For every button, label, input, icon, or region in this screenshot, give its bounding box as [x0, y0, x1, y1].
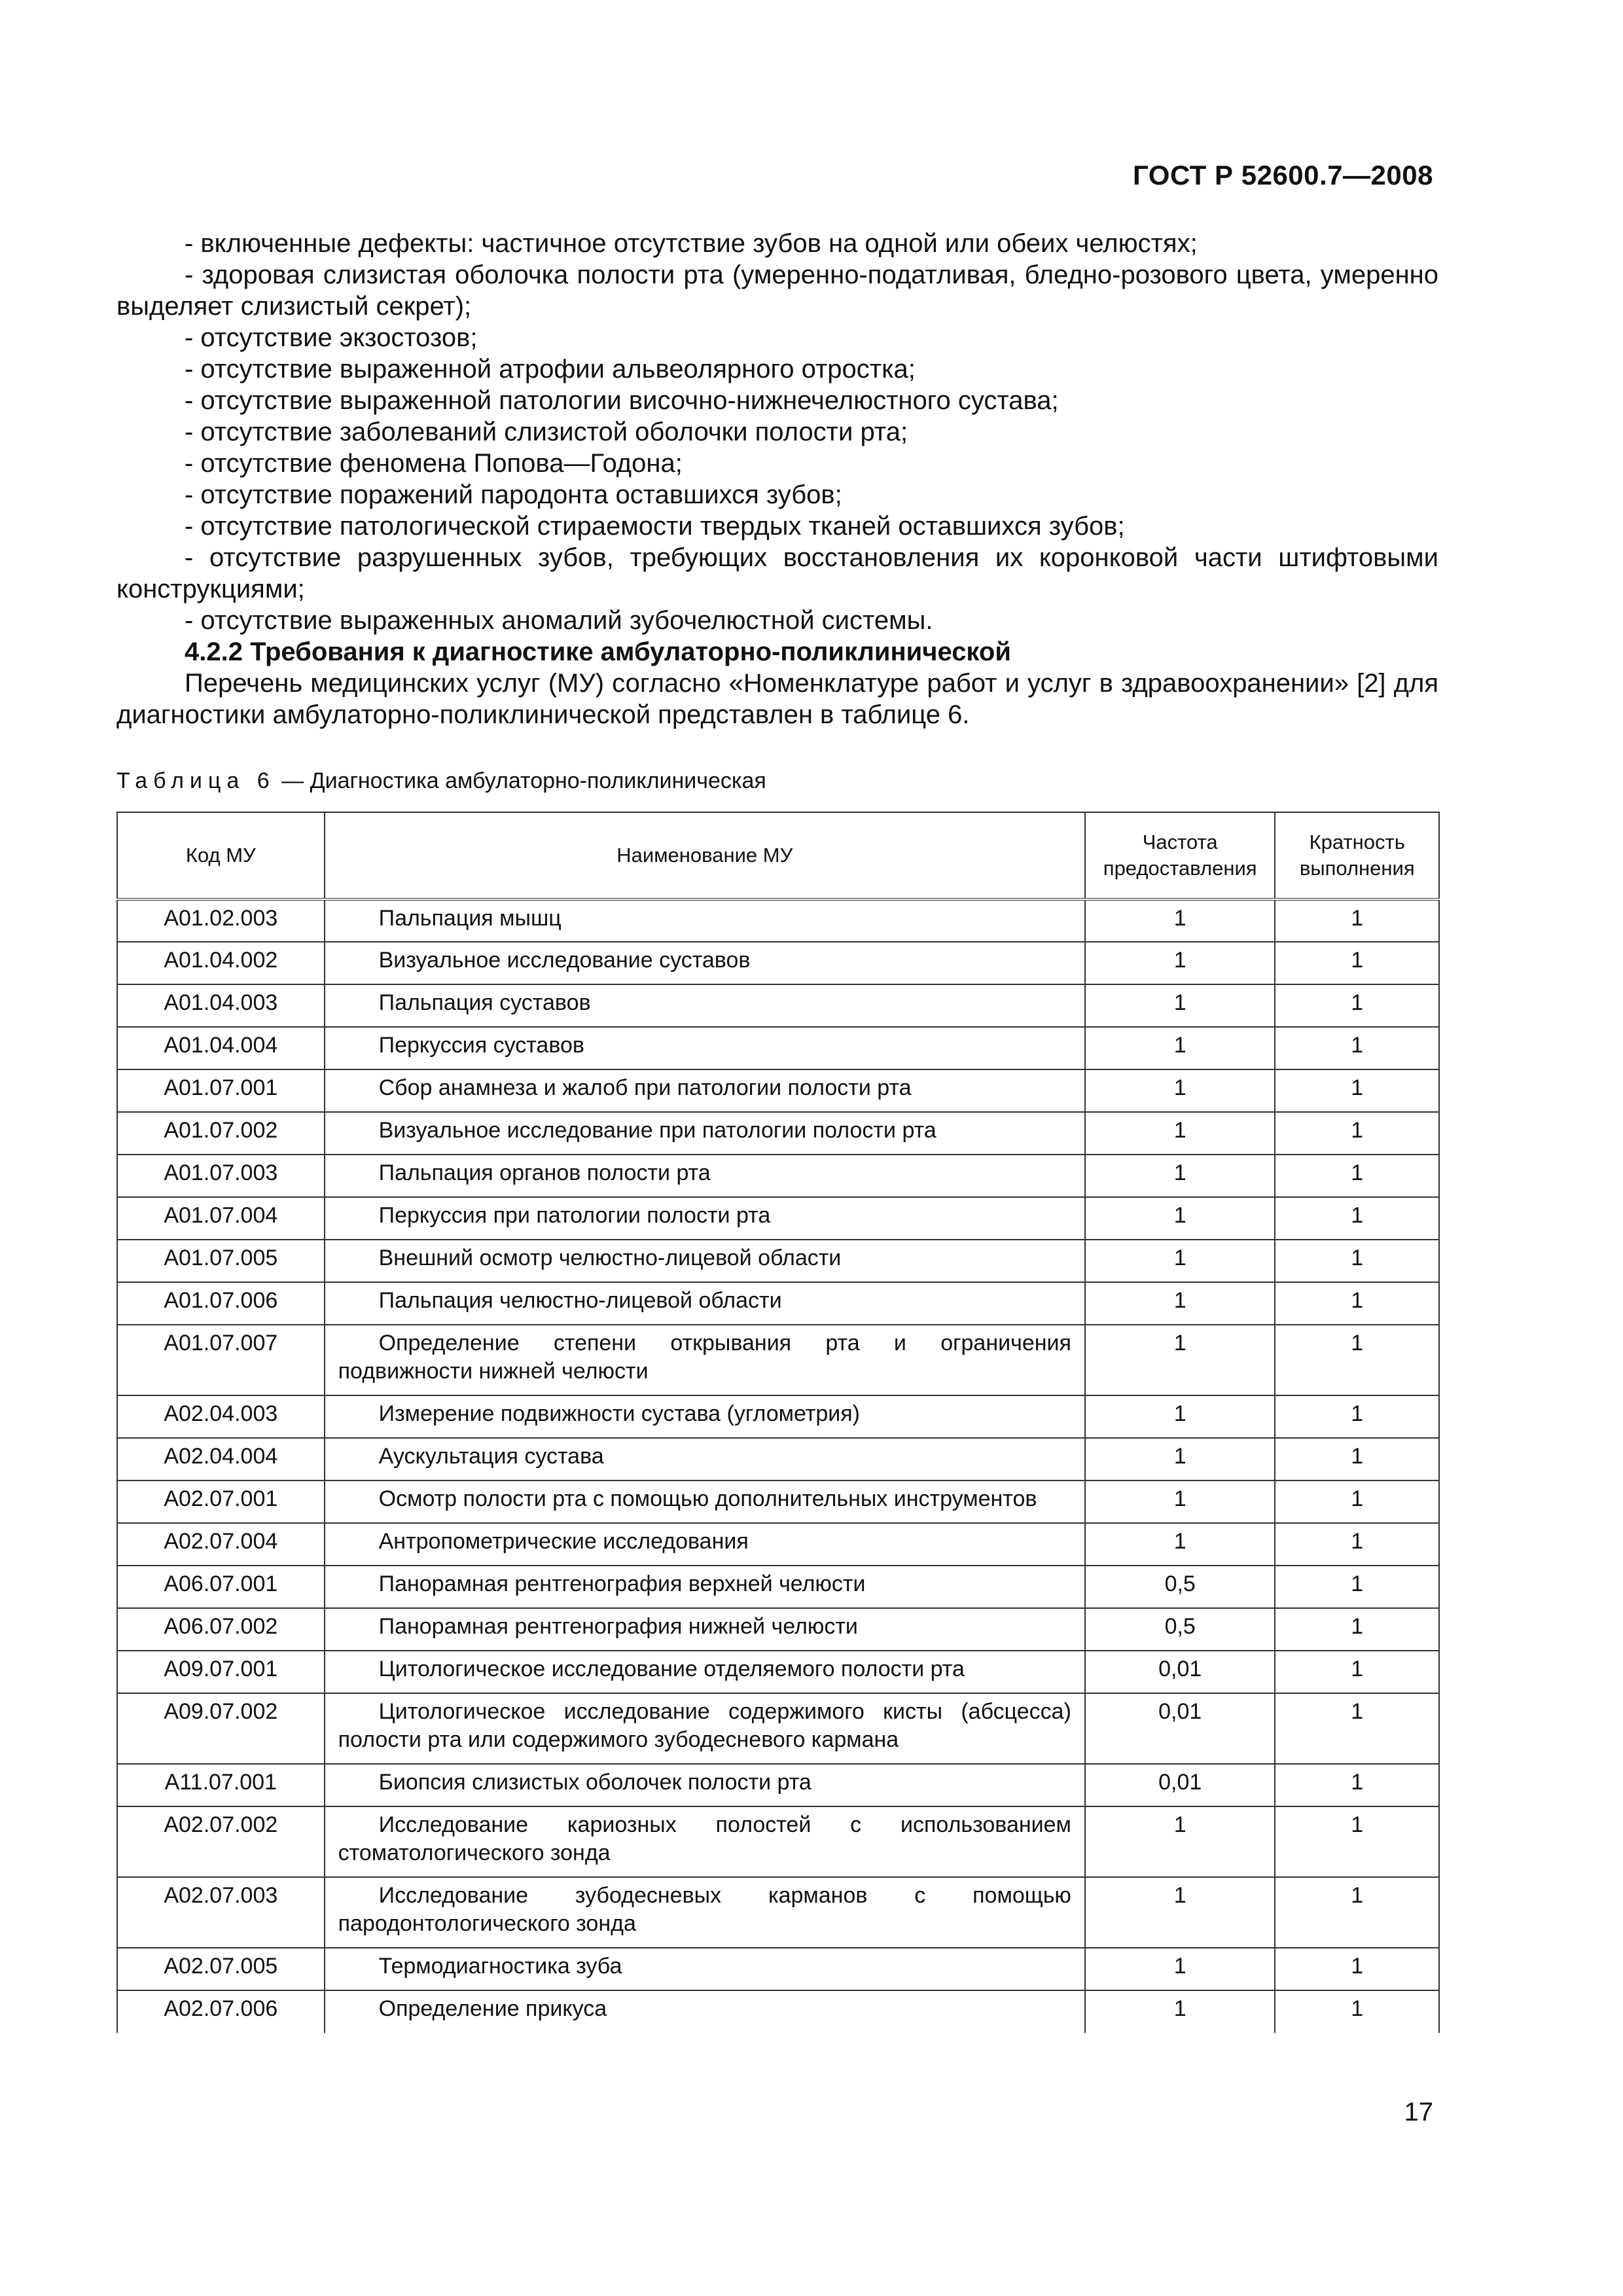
cell-code: А01.02.003: [117, 899, 325, 942]
bullet-item: - отсутствие экзостозов;: [185, 323, 478, 352]
cell-frequency: 0,5: [1085, 1566, 1275, 1608]
cell-name-text: Пальпация челюстно-лицевой области: [378, 1288, 782, 1313]
table-header-row: [117, 812, 1439, 899]
cell-code: А01.04.002: [117, 942, 325, 984]
cell-name: [325, 1608, 1085, 1651]
cell-code: А06.07.001: [117, 1566, 325, 1608]
cell-name-text: Определение степени открывания рта и ограничения подвижности нижней челюсти: [338, 1331, 1071, 1384]
header-code: Код МУ: [117, 812, 325, 899]
table-row: [117, 1523, 1439, 1566]
cell-name-text: Визуальное исследование при патологии полости рта: [378, 1118, 936, 1143]
bullet-item: - отсутствие поражений пародонта оставшихся зубов;: [185, 480, 842, 509]
cell-multiplicity: 1: [1275, 1069, 1439, 1112]
bullet-item: - отсутствие выраженных аномалий зубочелюстной системы.: [185, 606, 933, 635]
cell-frequency: 1: [1085, 942, 1275, 984]
cell-name: [325, 1197, 1085, 1240]
bullet-item: - включенные дефекты: частичное отсутствие зубов на одной или обеих челюстях;: [185, 229, 1198, 258]
table-row: [117, 942, 1439, 984]
cell-name-text: Биопсия слизистых оболочек полости рта: [378, 1770, 812, 1795]
table-row: [117, 1069, 1439, 1112]
cell-frequency: 0,01: [1085, 1693, 1275, 1764]
cell-multiplicity: 1: [1275, 1112, 1439, 1155]
cell-multiplicity: 1: [1275, 1480, 1439, 1523]
cell-frequency: 1: [1085, 1395, 1275, 1438]
cell-name-text: Пальпация органов полости рта: [378, 1160, 711, 1185]
cell-multiplicity: 1: [1275, 1438, 1439, 1480]
cell-multiplicity: 1: [1275, 984, 1439, 1027]
cell-multiplicity: 1: [1275, 1566, 1439, 1608]
bullet-item: - отсутствие заболеваний слизистой оболочки полости рта;: [185, 418, 908, 446]
cell-multiplicity: 1: [1275, 1608, 1439, 1651]
cell-multiplicity: 1: [1275, 1240, 1439, 1282]
table-row: [117, 1325, 1439, 1395]
cell-code: А09.07.002: [117, 1693, 325, 1764]
cell-code: А01.07.003: [117, 1155, 325, 1197]
cell-code: А01.07.001: [117, 1069, 325, 1112]
table-row: [117, 1877, 1439, 1948]
cell-multiplicity: 1: [1275, 899, 1439, 942]
cell-multiplicity: 1: [1275, 1693, 1439, 1764]
cell-frequency: 1: [1085, 984, 1275, 1027]
section-paragraph: Перечень медицинских услуг (МУ) согласно «Номенклатуре работ и услуг в здравоохранении» [2] для диагностики амбулаторно-поликлинической представлен в таблице 6.: [116, 669, 1438, 729]
cell-name: [325, 1395, 1085, 1438]
cell-name: [325, 1990, 1085, 2033]
cell-name: [325, 899, 1085, 942]
cell-frequency: 1: [1085, 1438, 1275, 1480]
cell-name: [325, 1566, 1085, 1608]
cell-code: А09.07.001: [117, 1651, 325, 1693]
cell-name-text: Пальпация суставов: [378, 990, 591, 1015]
cell-name-text: Осмотр полости рта с помощью дополнительных инструментов: [378, 1486, 1037, 1511]
cell-frequency: 0,01: [1085, 1651, 1275, 1693]
header-multiplicity: Кратность выполнения: [1275, 812, 1439, 899]
cell-name: [325, 1027, 1085, 1069]
cell-name-text: Определение прикуса: [378, 1996, 607, 2021]
cell-multiplicity: 1: [1275, 1948, 1439, 1990]
table-row: [117, 1693, 1439, 1764]
cell-name: [325, 1877, 1085, 1948]
cell-name: [325, 1693, 1085, 1764]
cell-name-text: Исследование кариозных полостей с использованием стоматологического зонда: [338, 1812, 1071, 1865]
cell-name-text: Сбор анамнеза и жалоб при патологии полости рта: [378, 1075, 912, 1100]
cell-name: [325, 1480, 1085, 1523]
cell-name: [325, 1069, 1085, 1112]
table-row: [117, 1282, 1439, 1325]
page-number: 17: [1404, 2098, 1433, 2126]
cell-name: [325, 1240, 1085, 1282]
cell-frequency: 0,5: [1085, 1608, 1275, 1651]
cell-name-text: Внешний осмотр челюстно-лицевой области: [378, 1246, 842, 1270]
cell-code: А01.07.007: [117, 1325, 325, 1395]
cell-name-text: Панорамная рентгенография верхней челюсти: [378, 1571, 866, 1596]
body-text: [116, 228, 1438, 730]
bullet-item: - здоровая слизистая оболочка полости рта (умеренно-податливая, бледно-розового цвета, умеренно выделяет слизистый секрет);: [116, 260, 1438, 321]
cell-frequency: 0,01: [1085, 1764, 1275, 1806]
cell-frequency: 1: [1085, 1877, 1275, 1948]
cell-frequency: 1: [1085, 1240, 1275, 1282]
table-row: [117, 1027, 1439, 1069]
cell-code: А01.07.002: [117, 1112, 325, 1155]
cell-frequency: 1: [1085, 1990, 1275, 2033]
table-row: [117, 1480, 1439, 1523]
cell-name-text: Цитологическое исследование содержимого кисты (абсцесса) полости рта или содержимого зубодесневого кармана: [338, 1699, 1071, 1752]
cell-name-text: Исследование зубодесневых карманов с помощью пародонтологического зонда: [338, 1883, 1071, 1936]
cell-name-text: Визуальное исследование суставов: [378, 948, 751, 973]
table-row: [117, 1112, 1439, 1155]
cell-code: А01.04.003: [117, 984, 325, 1027]
document-code: ГОСТ Р 52600.7—2008: [1133, 160, 1433, 190]
cell-name-text: Антропометрические исследования: [378, 1529, 749, 1554]
cell-frequency: 1: [1085, 1155, 1275, 1197]
cell-name: [325, 1112, 1085, 1155]
table-row: [117, 1438, 1439, 1480]
cell-name: [325, 1155, 1085, 1197]
cell-multiplicity: 1: [1275, 1764, 1439, 1806]
bullet-item: - отсутствие выраженной патологии височно-нижнечелюстного сустава;: [185, 386, 1059, 415]
bullet-item: - отсутствие феномена Попова—Годона;: [185, 449, 683, 478]
bullet-item: - отсутствие разрушенных зубов, требующих восстановления их коронковой части штифтовыми конструкциями;: [116, 543, 1438, 603]
cell-name-text: Аускультация сустава: [378, 1444, 604, 1469]
table-row: [117, 1651, 1439, 1693]
bullet-item: - отсутствие патологической стираемости твердых тканей оставшихся зубов;: [185, 512, 1125, 541]
table-row: [117, 1948, 1439, 1990]
cell-code: А01.04.004: [117, 1027, 325, 1069]
cell-code: А02.07.004: [117, 1523, 325, 1566]
cell-name: [325, 984, 1085, 1027]
cell-name-text: Термодиагностика зуба: [378, 1954, 622, 1979]
table-row: [117, 1608, 1439, 1651]
cell-multiplicity: 1: [1275, 1523, 1439, 1566]
table-row: [117, 1764, 1439, 1806]
table-caption: [116, 768, 766, 794]
cell-name-text: Перкуссия суставов: [378, 1033, 584, 1058]
cell-code: А02.07.001: [117, 1480, 325, 1523]
cell-code: А06.07.002: [117, 1608, 325, 1651]
cell-name: [325, 1523, 1085, 1566]
table-row: [117, 1806, 1439, 1877]
cell-name-text: Пальпация мышц: [378, 906, 562, 931]
cell-multiplicity: 1: [1275, 1027, 1439, 1069]
cell-name-text: Перкуссия при патологии полости рта: [378, 1203, 771, 1228]
cell-frequency: 1: [1085, 1806, 1275, 1877]
cell-code: А01.07.005: [117, 1240, 325, 1282]
cell-code: А11.07.001: [117, 1764, 325, 1806]
cell-name: [325, 1438, 1085, 1480]
cell-name: [325, 1806, 1085, 1877]
cell-multiplicity: 1: [1275, 942, 1439, 984]
cell-name-text: Измерение подвижности сустава (углометрия): [378, 1401, 861, 1426]
table-row: [117, 984, 1439, 1027]
bullet-item: - отсутствие выраженной атрофии альвеолярного отростка;: [185, 355, 916, 384]
cell-multiplicity: 1: [1275, 1990, 1439, 2033]
cell-multiplicity: 1: [1275, 1197, 1439, 1240]
cell-name: [325, 1948, 1085, 1990]
cell-frequency: 1: [1085, 1523, 1275, 1566]
cell-frequency: 1: [1085, 1197, 1275, 1240]
cell-name: [325, 1282, 1085, 1325]
cell-frequency: 1: [1085, 1282, 1275, 1325]
header-frequency: Частота предоставления: [1085, 812, 1275, 899]
cell-name: [325, 1764, 1085, 1806]
section-heading: 4.2.2 Требования к диагностике амбулаторно-поликлинической: [185, 637, 1011, 666]
cell-code: А02.07.002: [117, 1806, 325, 1877]
table-row: [117, 1395, 1439, 1438]
cell-code: А02.04.003: [117, 1395, 325, 1438]
cell-multiplicity: 1: [1275, 1325, 1439, 1395]
table-caption-label: Таблица 6: [116, 768, 276, 793]
cell-frequency: 1: [1085, 899, 1275, 942]
cell-multiplicity: 1: [1275, 1282, 1439, 1325]
cell-frequency: 1: [1085, 1069, 1275, 1112]
cell-name: [325, 1325, 1085, 1395]
cell-multiplicity: 1: [1275, 1806, 1439, 1877]
table-row: [117, 1155, 1439, 1197]
header-name: Наименование МУ: [325, 812, 1085, 899]
table-body: [117, 899, 1439, 2033]
cell-name-text: Панорамная рентгенография нижней челюсти: [378, 1614, 858, 1639]
table-row: [117, 899, 1439, 942]
cell-frequency: 1: [1085, 1112, 1275, 1155]
cell-code: А02.07.006: [117, 1990, 325, 2033]
table-caption-text: — Диагностика амбулаторно-поликлиническая: [275, 768, 766, 793]
services-table: [116, 812, 1440, 2033]
cell-code: А02.07.005: [117, 1948, 325, 1990]
cell-name-text: Цитологическое исследование отделяемого полости рта: [378, 1657, 965, 1681]
cell-frequency: 1: [1085, 1948, 1275, 1990]
cell-name: [325, 1651, 1085, 1693]
cell-frequency: 1: [1085, 1027, 1275, 1069]
table-row: [117, 1990, 1439, 2033]
cell-code: А01.07.004: [117, 1197, 325, 1240]
cell-name: [325, 942, 1085, 984]
cell-multiplicity: 1: [1275, 1877, 1439, 1948]
cell-multiplicity: 1: [1275, 1395, 1439, 1438]
cell-code: А02.07.003: [117, 1877, 325, 1948]
cell-multiplicity: 1: [1275, 1651, 1439, 1693]
table-row: [117, 1240, 1439, 1282]
table-row: [117, 1197, 1439, 1240]
cell-frequency: 1: [1085, 1325, 1275, 1395]
cell-multiplicity: 1: [1275, 1155, 1439, 1197]
cell-code: А02.04.004: [117, 1438, 325, 1480]
cell-code: А01.07.006: [117, 1282, 325, 1325]
table-row: [117, 1566, 1439, 1608]
cell-frequency: 1: [1085, 1480, 1275, 1523]
